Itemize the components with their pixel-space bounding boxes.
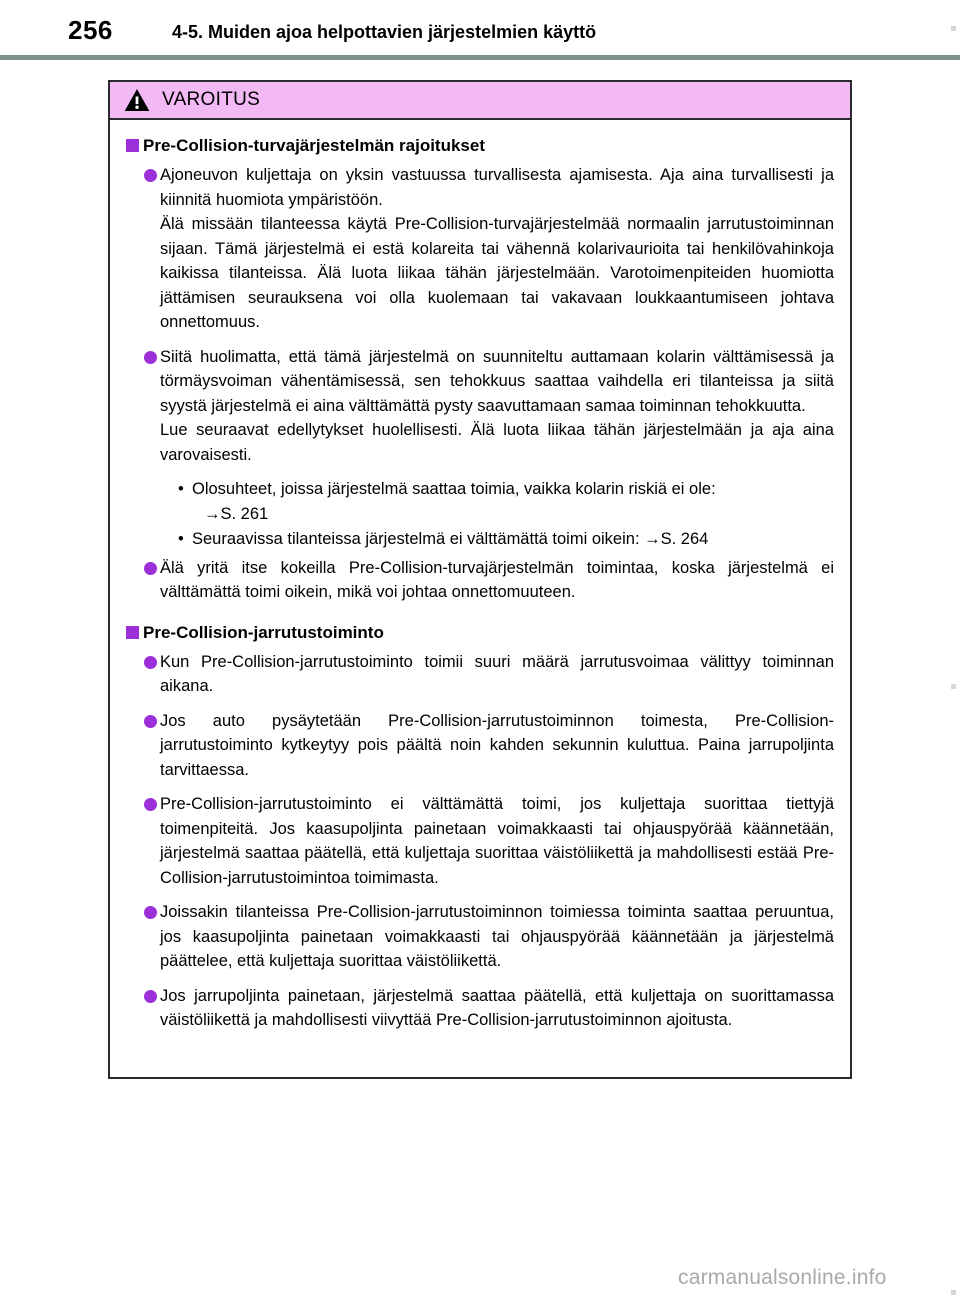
paragraph: Pre-Collision-jarrutustoiminto ei välttämättä toimi, jos kuljettaja suorittaa tiettyjä toimenpiteitä. Jos kaasupoljinta painetaan voimakkaasti tai ohjauspyörää käännetään, järjestelmä saattaa päätellä, että kuljettaja suorittaa väistöliikettä ja mahdollisesti estää Pre-Collision-jarrutustoimintoa toimimasta. <box>160 795 834 887</box>
list-item-body <box>160 984 834 1033</box>
sub-list-item-label: Olosuhteet, joissa järjestelmä saattaa toimia, vaikka kolarin riskiä ei ole: <box>192 480 716 498</box>
warning-triangle-icon <box>124 88 150 112</box>
list-item <box>126 900 834 974</box>
dot-bullet-icon <box>144 656 157 669</box>
warning-box <box>108 80 852 1079</box>
list-item <box>126 792 834 890</box>
header-divider <box>0 55 960 60</box>
dot-bullet-icon <box>144 798 157 811</box>
paragraph: Siitä huolimatta, että tämä järjestelmä on suunniteltu auttamaan kolarin välttämisessä ja törmäysvoiman vähentämisessä, sen tehokkuus saattaa vaihdella eri tilanteissa ja siitä syystä järjestelmä ei aina välttämättä pysty saavuttamaan samaa toiminnan tehokkuutta. <box>160 347 834 415</box>
paragraph: Ajoneuvon kuljettaja on yksin vastuussa turvallisesta ajamisesta. Aja aina turvallisesti ja kiinnitä huomiota ympäristöön. <box>160 166 834 209</box>
list-item-body <box>160 650 834 699</box>
paragraph: Älä missään tilanteessa käytä Pre-Collision-turvajärjestelmää normaalin jarrutustoiminnan sijaan. Tämä järjestelmä ei estä kolareita tai vähennä kolarivaurioita tai henkilövahinkoja kaikissa tilanteissa. Älä luota liikaa tähän järjestelmään. Varotoimenpiteiden huomiotta jättämisen seurauksena voi olla kuolemaan tai vakavaan loukkaantumiseen johtava onnettomuus. <box>160 215 834 331</box>
sub-bullet-icon: • <box>178 530 184 548</box>
list-item <box>126 556 834 605</box>
section-heading-label: Pre-Collision-turvajärjestelmän rajoitukset <box>143 136 485 155</box>
page-reference[interactable]: →S. 261 <box>204 504 269 523</box>
square-bullet-icon <box>126 626 139 639</box>
list-item <box>126 984 834 1033</box>
edge-tick-mark <box>951 684 956 689</box>
section-heading-limitations <box>126 134 834 157</box>
section-title: 4-5. Muiden ajoa helpottavien järjestelmien käyttö <box>172 22 597 42</box>
warning-banner <box>110 82 850 120</box>
section-heading-label: Pre-Collision-jarrutustoiminto <box>143 622 384 642</box>
warning-banner-label: VAROITUS <box>162 89 261 110</box>
square-bullet-icon <box>126 139 139 152</box>
dot-bullet-icon <box>144 562 157 575</box>
sub-list-item-label: Seuraavissa tilanteissa järjestelmä ei välttämättä toimi oikein: →S. 264 <box>192 530 709 548</box>
list-item-body <box>160 345 834 468</box>
dot-bullet-icon <box>144 351 157 364</box>
list-item-body <box>160 163 834 335</box>
paragraph: Joissakin tilanteissa Pre-Collision-jarrutustoiminnon toimiessa toiminta saattaa peruuntua, jos kaasupoljinta painetaan voimakkaasti tai ohjauspyörää käännetään ja järjestelmä päättelee, että kuljettaja suorittaa väistöliikettä. <box>160 903 834 970</box>
list-item-body <box>160 556 834 605</box>
paragraph: Kun Pre-Collision-jarrutustoiminto toimii suuri määrä jarrutusvoimaa välittyy toiminnan aikana. <box>160 652 834 695</box>
list-item-body <box>160 792 834 890</box>
edge-tick-mark <box>951 26 956 31</box>
list-item-body <box>160 900 834 974</box>
watermark: carmanualsonline.info <box>678 1266 887 1289</box>
list-item <box>126 163 834 335</box>
page-number: 256 <box>68 15 113 45</box>
page-header <box>0 14 960 50</box>
paragraph: Jos jarrupoljinta painetaan, järjestelmä saattaa päätellä, että kuljettaja on suorittamassa väistöliikettä ja mahdollisesti viivyttää Pre-Collision-jarrutustoiminnon ajoitusta. <box>160 986 834 1029</box>
section-heading-braking <box>126 621 834 644</box>
sub-list-item <box>178 477 834 526</box>
list-item-body <box>160 709 834 783</box>
dot-bullet-icon <box>144 715 157 728</box>
list-item <box>126 650 834 699</box>
list-item <box>126 709 834 783</box>
paragraph: Jos auto pysäytetään Pre-Collision-jarrutustoiminnon toimesta, Pre-Collision-jarrutustoiminto kytkeytyy pois päältä noin kahden sekunnin kuluttua. Paina jarrupoljinta tarvittaessa. <box>160 711 834 779</box>
dot-bullet-icon <box>144 169 157 182</box>
warning-body <box>110 120 850 1077</box>
sub-bullet-icon: • <box>178 480 184 498</box>
sub-list-item-body <box>192 477 834 526</box>
paragraph: Lue seuraavat edellytykset huolellisesti. Älä luota liikaa tähän järjestelmään ja aja aina varovaisesti. <box>160 421 834 464</box>
sub-list-item <box>178 527 834 552</box>
dot-bullet-icon <box>144 990 157 1003</box>
edge-tick-mark <box>951 1290 956 1295</box>
paragraph: Älä yritä itse kokeilla Pre-Collision-turvajärjestelmän toimintaa, koska järjestelmä ei välttämättä toimi oikein, mikä voi johtaa onnettomuuteen. <box>160 558 834 601</box>
list-item <box>126 345 834 468</box>
dot-bullet-icon <box>144 906 157 919</box>
sub-list <box>126 477 834 552</box>
